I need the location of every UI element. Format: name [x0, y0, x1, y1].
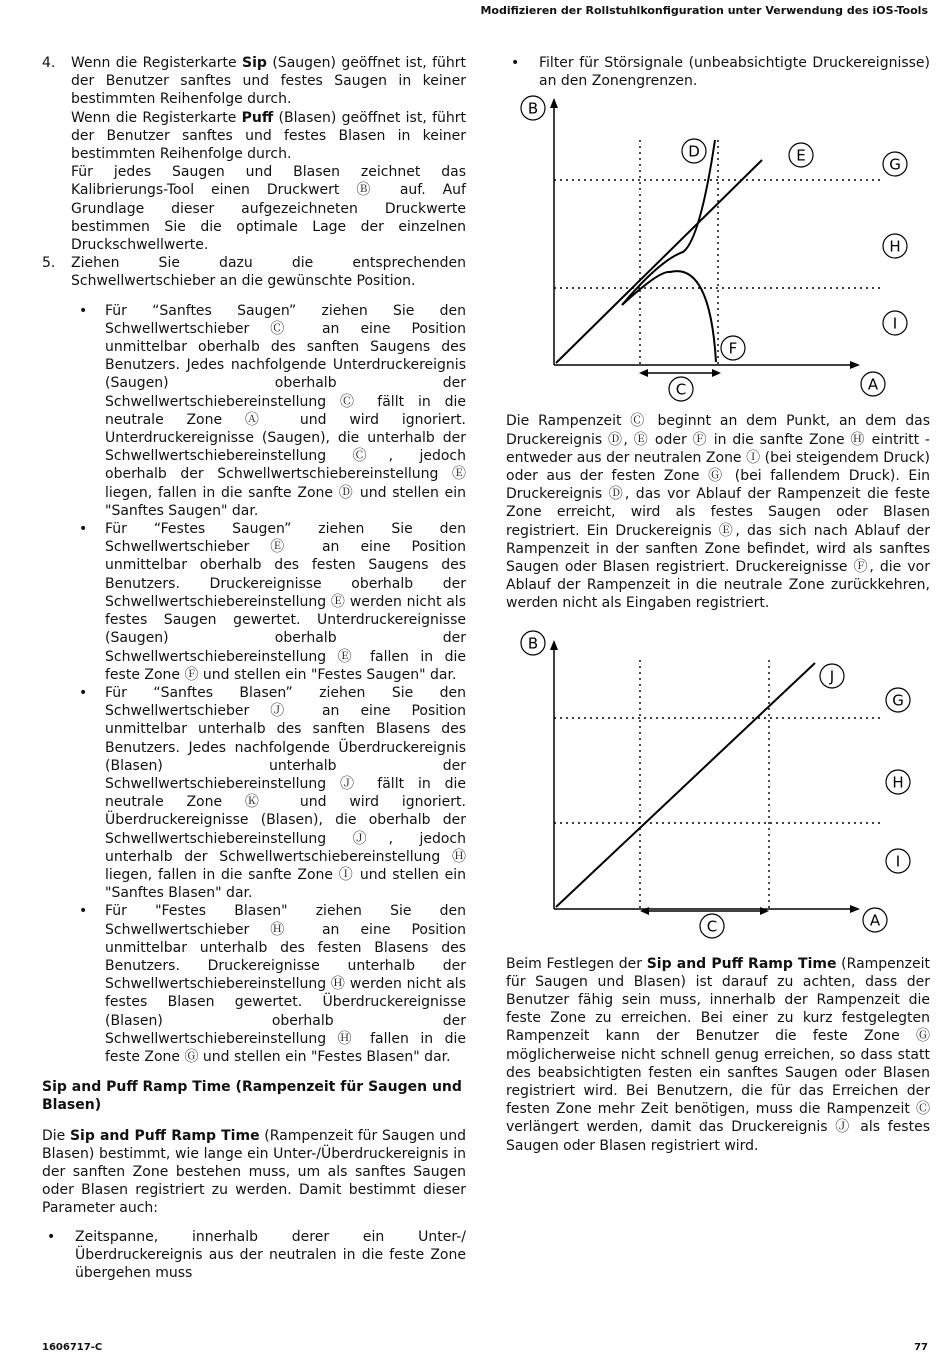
list-item: • Für “Sanftes Blasen” ziehen Sie den Schwellwertschieber Ⓙ an eine Position unmittelbar unterhalb des sanften Blasens des Benutzers. Jedes nachfolgende Überdruckereignis (Blasen) unterhalb der Schwellwertschiebereinstellung Ⓙ fällt in die neutrale Zone Ⓚ und wird ignoriert. Überdruckereignisse (Blasen), die oberhalb der Schwellwertschiebereinstellung Ⓙ, jedoch unterhalb der Schwellwertschiebereinstellung Ⓗ liegen, fallen in die sanfte Zone Ⓘ und stellen ein "Sanftes Blasen" dar. — [79, 684, 466, 902]
label-j: J — [829, 667, 835, 686]
page-number: 77 — [914, 1342, 928, 1353]
pressure-event-e — [556, 160, 762, 363]
page-header: Modifizieren der Rollstuhlkonfiguration unter Verwendung des iOS-Tools — [480, 4, 928, 17]
pressure-event-d — [622, 140, 715, 305]
document-id: 1606717-C — [42, 1342, 103, 1353]
label-i: I — [895, 852, 901, 871]
label-b: B — [527, 634, 539, 653]
step-4-sip: Wenn die Registerkarte Sip (Saugen) geöffnet ist, führt der Benutzer sanftes und festes Saugen in keiner bestimmten Reihenfolge durch. — [71, 55, 467, 108]
ramp-arrow-right — [760, 907, 769, 915]
x-axis-arrow — [850, 905, 860, 913]
step-5-text: Ziehen Sie dazu die entsprechenden Schwellwertschieber an die gewünschte Position. — [71, 255, 466, 290]
label-d: D — [688, 142, 700, 161]
label-e: E — [796, 146, 806, 165]
label-a: A — [867, 375, 879, 394]
label-g: G — [889, 155, 901, 174]
label-a: A — [869, 911, 881, 930]
section-heading: Sip and Puff Ramp Time (Rampenzeit für Saugen und Blasen) — [42, 1079, 462, 1114]
y-axis-arrow — [550, 98, 558, 108]
ramp-arrow-left — [640, 907, 649, 915]
ramp-arrow-right — [712, 369, 721, 377]
list-item: • Für “Festes Saugen” ziehen Sie den Schwellwertschieber Ⓔ an eine Position unmittelbar oberhalb des festen Saugens des Benutzers. Druckereignisse oberhalb der Schwellwertschiebereinstellung Ⓔ werden nicht als festes Saugen gewertet. Unterdruckereignisse (Saugen) oberhalb der Schwellwertschiebereinstellung Ⓔ fallen in die feste Zone Ⓕ und stellen ein "Festes Saugen" dar. — [79, 521, 466, 683]
label-c: C — [706, 917, 718, 936]
step-5 — [42, 254, 466, 290]
x-axis-arrow — [850, 361, 860, 369]
y-axis-arrow — [550, 640, 558, 650]
left-column — [42, 54, 466, 1282]
step-4-puff: Wenn die Registerkarte Puff (Blasen) geöffnet ist, führt der Benutzer sanftes und festes Blasen in keiner bestimmten Reihenfolge durch. — [71, 109, 466, 163]
list-item: • Filter für Störsignale (unbeabsichtigte Druckereignisse) an den Zonengrenzen. — [511, 55, 930, 90]
step-4-record: Für jedes Saugen und Blasen zeichnet das Kalibrierungs-Tool einen Druckwert Ⓑ auf. Auf Grundlage dieser aufgezeichneten Druckwerte bestimmen Sie die optimale Lage der einzelnen Druckschwellwerte. — [71, 164, 466, 254]
section-paragraph: Die Sip and Puff Ramp Time (Rampenzeit für Saugen und Blasen) bestimmt, wie lange ein Unter-/Überdruckereignis in der sanften Zone bestehen muss, um als sanftes Saugen oder Blasen registriert zu werden. Damit bestimmt dieser Parameter auch: — [42, 1127, 467, 1217]
step-number: 4. — [42, 55, 56, 71]
label-g: G — [892, 691, 904, 710]
label-i: I — [892, 314, 898, 333]
label-b: B — [527, 99, 539, 118]
label-c: C — [675, 380, 687, 399]
right-column — [506, 54, 930, 1155]
list-item: • Für “Sanftes Saugen” ziehen Sie den Schwellwertschieber Ⓒ an eine Position unmittelbar oberhalb des sanften Saugens des Benutzers. Jedes nachfolgende Unterdruckereignis (Saugen) oberhalb der Schwellwertschiebereinstellung Ⓒ fällt in die neutrale Zone Ⓐ und wird ignoriert. Unterdruckereignisse (Saugen), die unterhalb der Schwellwertschiebereinstellung Ⓒ, jedoch oberhalb der Schwellwertschiebereinstellung Ⓔ liegen, fallen in die sanfte Zone Ⓓ und stellen ein "Sanftes Saugen" dar. — [79, 302, 466, 519]
list-item: • Zeitspanne, innerhalb derer ein Unter-/Überdruckereignis aus der neutralen in die feste Zone übergehen muss — [47, 1228, 466, 1281]
ramp-time-paragraph: Die Rampenzeit Ⓒ beginnt an dem Punkt, an dem das Druckereignis Ⓓ, Ⓔ oder Ⓕ in die sanfte Zone Ⓗ eintritt - entweder aus der neutralen Zone Ⓘ (bei steigendem Druck) oder aus der festen Zone Ⓖ (bei fallendem Druck). Ein Druckereignis Ⓓ, das vor Ablauf der Rampenzeit die feste Zone erreicht, wird als festes Saugen oder Blasen registriert. Ein Druckereignis Ⓔ, das sich nach Ablauf der Rampenzeit in der sanften Zone befindet, wird als sanftes Saugen oder Blasen registriert. Druckereignisse Ⓕ, die vor Ablauf der Rampenzeit in die neutrale Zone zurückkehren, werden nicht als Eingaben registriert. — [506, 413, 930, 612]
pressure-event-j — [556, 663, 815, 907]
list-item: • Für "Festes Blasen" ziehen Sie den Schwellwertschieber Ⓗ an eine Position unmittelbar unterhalb des festen Blasens des Benutzers. Druckereignisse unterhalb der Schwellwertschiebereinstellung Ⓗ werden nicht als festes Blasen gewertet. Überdruckereignisse (Blasen) oberhalb der Schwellwertschiebereinstellung Ⓗ fallen in die feste Zone Ⓖ und stellen ein "Festes Blasen" dar. — [79, 903, 466, 1065]
label-h: H — [892, 773, 904, 792]
step-number: 5. — [42, 255, 56, 272]
label-f: F — [728, 339, 738, 358]
ramp-time-diagram-1 — [506, 90, 930, 412]
ramp-time-diagram-2 — [506, 625, 930, 955]
label-h: H — [889, 237, 901, 256]
ramp-time-note: Beim Festlegen der Sip and Puff Ramp Time (Rampenzeit für Saugen und Blasen) ist darauf zu achten, dass der Benutzer fähig sein muss, innerhalb der Rampenzeit die feste Zone zu erreichen. Bei einer zu kurz festgelegten Rampenzeit kann der Benutzer die feste Zone Ⓖ möglicherweise nicht schnell genug erreichen, so dass statt des beabsichtigten festen ein sanftes Saugen oder Blasen registriert wird. Bei Benutzern, die für das Erreichen der festen Zone mehr Zeit benötigen, muss die Rampenzeit Ⓒ verlängert werden, damit das Druckereignis Ⓙ als festes Saugen oder Blasen registriert wird. — [506, 955, 930, 1154]
step-4 — [42, 54, 466, 254]
ramp-arrow-left — [639, 369, 648, 377]
